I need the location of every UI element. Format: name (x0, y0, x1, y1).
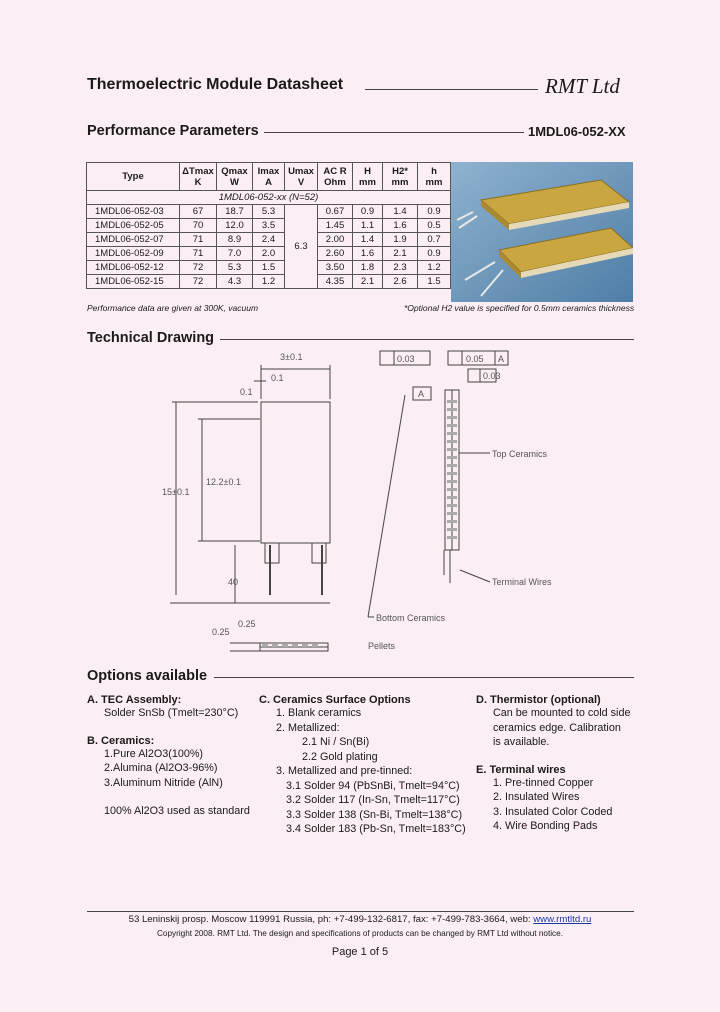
option-a-title: A. TEC Assembly: (87, 694, 182, 706)
label-top-ceramics: Top Ceramics (492, 449, 548, 459)
pellets-pattern (262, 400, 457, 647)
option-e-item: 2. Insulated Wires (493, 791, 580, 803)
option-c-item: 3.2 Solder 117 (In-Sn, Tmelt=117°C) (286, 794, 460, 806)
technical-drawing (150, 345, 650, 665)
dim-inner: 12.2±0.1 (206, 477, 241, 487)
note-conditions: Performance data are given at 300K, vacuum (87, 303, 259, 313)
module-outline (261, 402, 330, 543)
dim-wire: 40 (228, 577, 239, 587)
option-b-item: 3.Aluminum Nitride (AlN) (104, 776, 223, 789)
label-bottom-ceramics: Bottom Ceramics (376, 613, 446, 623)
document-title: Thermoelectric Module Datasheet (87, 76, 344, 93)
option-d-text: ceramics edge. Calibration (493, 721, 621, 734)
options-column-ab (87, 694, 257, 819)
column-header-q: Qmax W (217, 163, 253, 191)
dim-top: 0.1 (240, 387, 253, 397)
table-row: 1MDL06-052-15 72 4.3 1.2 4.35 2.1 2.6 1.5 (87, 275, 451, 289)
table-row: 1MDL06-052-09 71 7.0 2.0 2.60 1.6 2.1 0.9 (87, 247, 451, 261)
footer-rule (87, 911, 634, 912)
column-header-u: Umax V (285, 163, 318, 191)
page-number: Page 1 of 5 (331, 946, 389, 958)
column-header-dt: ΔTmax K (180, 163, 217, 191)
table-row: 1MDL06-052-07 71 8.9 2.4 2.00 1.4 1.9 0.7 (87, 233, 451, 247)
table-row: 1MDL06-052-05 70 12.0 3.5 1.45 1.1 1.6 0.5 (87, 219, 451, 233)
section-rule (220, 339, 634, 340)
option-c-item: 3.4 Solder 183 (Pb-Sn, Tmelt=183°C) (286, 823, 466, 835)
option-c-item: 3. Metallized and pre-tinned: (276, 765, 413, 777)
options-column-c (259, 694, 474, 837)
table-row: 1MDL06-052-12 72 5.3 1.5 3.50 1.8 2.3 1.2 (87, 261, 451, 275)
dim-length: 15±0.1 (162, 487, 190, 497)
option-a-item: Solder SnSb (Tmelt=230°C) (104, 707, 239, 719)
umax-merged-cell: 6.3 (285, 205, 318, 289)
header-rule (365, 89, 538, 90)
dim-thickness-2: 0.25 (238, 619, 256, 629)
column-header-h: H mm (353, 163, 383, 191)
table-subheader-row (87, 191, 451, 205)
option-b-item: 1.Pure Al2O3(100%) (104, 747, 204, 760)
option-c-title: C. Ceramics Surface Options (259, 694, 411, 706)
column-header-type: Type (87, 163, 180, 191)
option-e-item: 4. Wire Bonding Pads (493, 820, 598, 832)
column-header-i: Imax A (253, 163, 285, 191)
dim-offset: 0.1 (271, 373, 284, 383)
option-b-item: 2.Alumina (Al2O3-96%) (104, 762, 218, 774)
section-title-performance: Performance Parameters (87, 123, 259, 139)
option-e-title: E. Terminal wires (476, 763, 566, 776)
option-c-item: 2. Metallized: (276, 721, 340, 734)
note-h2: *Optional H2 value is specified for 0.5mm ceramics thickness (404, 303, 635, 313)
tolerance-parallel: 0.05 (466, 354, 484, 364)
footer-address: 53 Leninskij prosp. Moscow 119991 Russia, ph: +7-499-132-6817, fax: +7-499-783-3664, web: (128, 914, 531, 925)
label-terminal-wires: Terminal Wires (492, 577, 552, 587)
tolerance-flatness-2: 0.03 (483, 371, 501, 381)
table-row: 1MDL06-052-03 67 18.7 5.3 6.3 0.67 0.9 1.4 0.9 (87, 205, 451, 219)
option-c-item: 2.1 Ni / Sn(Bi) (302, 736, 370, 748)
section-rule (264, 132, 524, 133)
column-header-r: AC R Ohm (318, 163, 353, 191)
option-c-item: 2.2 Gold plating (302, 750, 378, 763)
section-rule (214, 677, 634, 678)
option-e-item: 1. Pre-tinned Copper (493, 776, 594, 789)
label-pellets: Pellets (368, 641, 396, 651)
option-d-text: is available. (493, 736, 550, 748)
brand-name: RMT Ltd (545, 74, 620, 98)
datum-label: A (418, 389, 425, 399)
model-code: 1MDL06-052-XX (528, 124, 626, 139)
section-title-drawing: Technical Drawing (87, 330, 215, 346)
table-subheader: 1MDL06-052-xx (N=52) (87, 191, 451, 205)
section-title-options: Options available (87, 668, 208, 684)
options-column-de (476, 694, 636, 834)
option-e-item: 3. Insulated Color Coded (493, 805, 613, 818)
option-b-note: 100% Al2O3 used as standard (104, 805, 250, 817)
tolerance-flatness-1: 0.03 (397, 354, 415, 364)
option-c-item: 3.3 Solder 138 (Sn-Bi, Tmelt=138°C) (286, 808, 463, 821)
option-c-item: 1. Blank ceramics (276, 707, 362, 719)
footer-copyright: Copyright 2008. RMT Ltd. The design and specifications of products can be changed by RMT Ltd without notice. (157, 929, 563, 938)
column-header-h2: H2* mm (383, 163, 418, 191)
option-d-text: Can be mounted to cold side (493, 707, 631, 719)
option-c-item: 3.1 Solder 94 (PbSnBi, Tmelt=94°C) (286, 779, 460, 792)
option-d-title: D. Thermistor (optional) (476, 694, 601, 706)
footer-address-line (0, 914, 720, 925)
performance-table (86, 162, 451, 289)
dim-width: 3±0.1 (280, 352, 303, 362)
dim-thickness-1: 0.25 (212, 627, 230, 637)
module-photo (451, 162, 633, 302)
column-header-hh: h mm (418, 163, 451, 191)
footer-web-link[interactable]: www.rmtltd.ru (533, 914, 592, 925)
table-header-row (87, 163, 451, 191)
option-b-title: B. Ceramics: (87, 734, 155, 747)
tolerance-datum: A (498, 354, 505, 364)
